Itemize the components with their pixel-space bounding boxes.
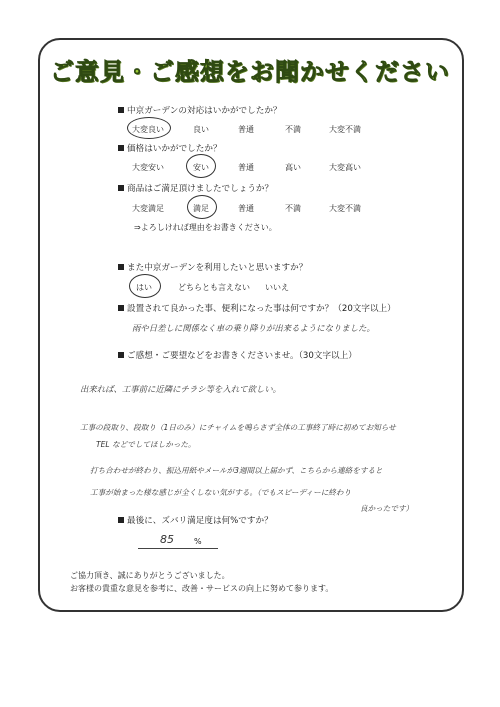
satisfaction-value[interactable]: 85 <box>160 533 174 546</box>
question-price: 価格はいかがでしたか？ <box>118 142 222 154</box>
selection-circle-q1 <box>127 117 171 139</box>
q1-option-1[interactable]: 大変良い <box>132 125 164 134</box>
handwritten-answer-benefits[interactable]: 雨や日差しに関係なく車の乗り降りが出来るようになりました。 <box>132 323 375 333</box>
q1-option-3[interactable]: 普通 <box>238 125 254 134</box>
q2-option-2[interactable]: 安い <box>193 163 209 172</box>
reason-prompt: ⇒よろしければ理由をお書きください。 <box>134 223 277 232</box>
footer-thanks: ご協力頂き、誠にありがとうございました。 <box>70 571 230 580</box>
q3-option-2[interactable]: 満足 <box>193 204 209 213</box>
handwritten-comment-line-3[interactable]: TEL などでしてほしかった。 <box>96 440 196 449</box>
q4-option-2[interactable]: どちらとも言えない <box>178 283 250 292</box>
q3-option-4[interactable]: 不満 <box>285 204 301 213</box>
question-product: 商品はご満足頂けましたでしょうか？ <box>118 182 273 194</box>
question-reuse: また中京ガーデンを利用したいと思いますか？ <box>118 261 307 273</box>
q2-option-1[interactable]: 大変安い <box>132 163 164 172</box>
bullet-square-icon <box>118 107 124 113</box>
q1-option-4[interactable]: 不満 <box>285 125 301 134</box>
handwritten-comment-line-5[interactable]: 工事が始まった様な感じが全くしない気がする。（でもスピーディーに終わり <box>90 488 352 497</box>
q1-option-2[interactable]: 良い <box>193 125 209 134</box>
q4-option-3[interactable]: いいえ <box>265 283 289 292</box>
bullet-square-icon <box>118 517 124 523</box>
satisfaction-underline <box>138 548 218 549</box>
question-satisfaction: 最後に、ズバリ満足度は何%ですか？ <box>118 514 273 526</box>
bullet-square-icon <box>118 145 124 151</box>
q2-option-3[interactable]: 普通 <box>238 163 254 172</box>
question-comments: ご感想・ご要望などをお書きくださいませ。（30文字以上） <box>118 349 357 361</box>
selection-circle-q2 <box>186 154 216 178</box>
bullet-square-icon <box>118 352 124 358</box>
bullet-square-icon <box>118 185 124 191</box>
handwritten-comment-line-2[interactable]: 工事の段取り、段取り（1日のみ）にチャイムを鳴らさず全体の工事終了時に初めてお知らせ <box>80 423 396 432</box>
q3-option-5[interactable]: 大変不満 <box>329 204 361 213</box>
question-benefits: 設置されて良かった事、便利になった事は何ですか？（20文字以上） <box>118 302 396 314</box>
selection-circle-q4 <box>129 274 161 298</box>
handwritten-comment-line-4[interactable]: 打ち合わせが終わり、振込用紙やメールが3週間以上届かず、こちらから連絡をすると <box>90 466 383 475</box>
q3-option-3[interactable]: 普通 <box>238 204 254 213</box>
selection-circle-q3 <box>187 195 217 219</box>
q1-option-5[interactable]: 大変不満 <box>329 125 361 134</box>
q2-option-4[interactable]: 高い <box>285 163 301 172</box>
footer-note: お客様の貴重な意見を参考に、改善・サービスの向上に努めて参ります。 <box>70 584 334 593</box>
handwritten-comment-line-1[interactable]: 出来れば、工事前に近隣にチラシ等を入れて欲しい。 <box>80 384 281 394</box>
survey-title: ご意見・ご感想をお聞かせください <box>50 58 450 86</box>
bullet-square-icon <box>118 305 124 311</box>
question-service: 中京ガーデンの対応はいかがでしたか？ <box>118 104 282 116</box>
handwritten-comment-line-6[interactable]: 良かったです） <box>360 504 414 513</box>
q2-option-5[interactable]: 大変高い <box>329 163 361 172</box>
q4-option-1[interactable]: はい <box>136 283 152 292</box>
q3-option-1[interactable]: 大変満足 <box>132 204 164 213</box>
satisfaction-unit: % <box>194 537 202 546</box>
bullet-square-icon <box>118 264 124 270</box>
